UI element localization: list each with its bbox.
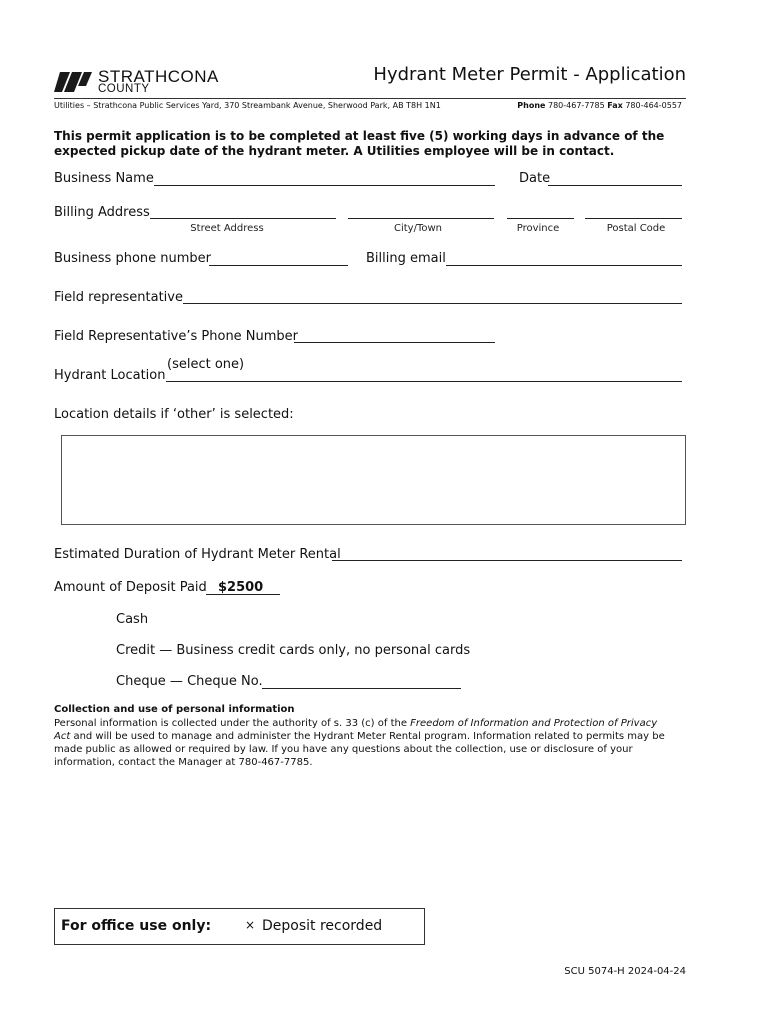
- postal-code-field[interactable]: [585, 218, 682, 219]
- province-caption: Province: [516, 223, 560, 234]
- city-field[interactable]: [348, 218, 494, 219]
- field-rep-phone-label: Field Representative’s Phone Number: [54, 329, 299, 344]
- privacy-line-2: and will be used to manage and administer the Hydrant Meter Rental program. Information related to permits may be: [70, 731, 665, 742]
- cheque-number-field[interactable]: [262, 688, 461, 689]
- address-line: Utilities – Strathcona Public Services Yard, 370 Streambank Avenue, Sherwood Park, AB T8H 1N1: [54, 101, 441, 110]
- deposit-label: Amount of Deposit Paid: [54, 580, 207, 595]
- office-use-label: For office use only:: [61, 918, 212, 934]
- privacy-line-1: Personal information is collected under the authority of s. 33 (c) of the: [54, 718, 411, 729]
- intro-line-1: This permit application is to be completed at least five (5) working days in advance of the: [54, 129, 665, 143]
- duration-field[interactable]: [332, 560, 682, 561]
- duration-label: Estimated Duration of Hydrant Meter Rental: [54, 547, 341, 562]
- date-label: Date: [519, 171, 551, 186]
- privacy-text: [54, 717, 694, 769]
- business-name-field[interactable]: [154, 185, 495, 186]
- field-rep-phone-field[interactable]: [294, 342, 495, 343]
- province-field[interactable]: [507, 218, 574, 219]
- postal-code-caption: Postal Code: [606, 223, 666, 234]
- deposit-field[interactable]: [206, 594, 280, 595]
- billing-email-label: Billing email: [366, 251, 446, 266]
- intro-line-2: expected pickup date of the hydrant meter. A Utilities employee will be in contact.: [54, 144, 615, 158]
- privacy-act-word: Act: [54, 731, 71, 742]
- fax-label: Fax: [607, 101, 623, 110]
- hydrant-location-label: Hydrant Location: [54, 368, 166, 383]
- date-field[interactable]: [548, 185, 682, 186]
- field-rep-field[interactable]: [183, 303, 682, 304]
- payment-cash-option[interactable]: Cash: [116, 612, 149, 627]
- form-title: Hydrant Meter Permit - Application: [373, 64, 686, 85]
- hydrant-location-field: [166, 381, 682, 382]
- field-rep-label: Field representative: [54, 290, 183, 305]
- deposit-recorded-label: Deposit recorded: [262, 918, 383, 934]
- privacy-act-name: Freedom of Information and Protection of Privacy: [410, 718, 658, 729]
- business-phone-label: Business phone number: [54, 251, 212, 266]
- payment-cheque-option[interactable]: Cheque — Cheque No.: [116, 674, 263, 689]
- fax-value: 780-464-0557: [625, 101, 682, 110]
- city-caption: City/Town: [393, 223, 442, 234]
- phone-value: 780-467-7785: [548, 101, 605, 110]
- street-address-caption: Street Address: [190, 223, 264, 234]
- intro-text: [54, 129, 664, 159]
- deposit-recorded-checkbox[interactable]: ×: [245, 918, 256, 932]
- header-rule: [54, 98, 686, 99]
- privacy-heading: Collection and use of personal information: [54, 704, 295, 715]
- privacy-line-3: made public as allowed or required by law. If you have any questions about the collection, use or disclosure of your: [54, 744, 633, 755]
- deposit-value: $2500: [218, 580, 264, 595]
- strathcona-swoosh-icon: [54, 68, 92, 96]
- street-address-field[interactable]: [150, 218, 336, 219]
- billing-address-label: Billing Address: [54, 205, 150, 220]
- business-name-label: Business Name: [54, 171, 154, 186]
- form-code: SCU 5074-H 2024-04-24: [564, 966, 686, 977]
- contact-line: [517, 101, 682, 110]
- logo-name: STRATHCONA: [98, 67, 219, 86]
- phone-label: Phone: [517, 101, 546, 110]
- hydrant-location-select[interactable]: (select one): [167, 357, 245, 372]
- logo-county: COUNTY: [98, 83, 150, 95]
- business-phone-field[interactable]: [209, 265, 348, 266]
- privacy-line-4: information, contact the Manager at 780-467-7785.: [54, 757, 313, 768]
- office-use-box: [54, 908, 425, 945]
- location-details-textarea[interactable]: [61, 435, 686, 525]
- payment-credit-option[interactable]: Credit — Business credit cards only, no personal cards: [116, 643, 471, 658]
- billing-email-field[interactable]: [446, 265, 682, 266]
- location-details-label: Location details if ‘other’ is selected:: [54, 407, 294, 422]
